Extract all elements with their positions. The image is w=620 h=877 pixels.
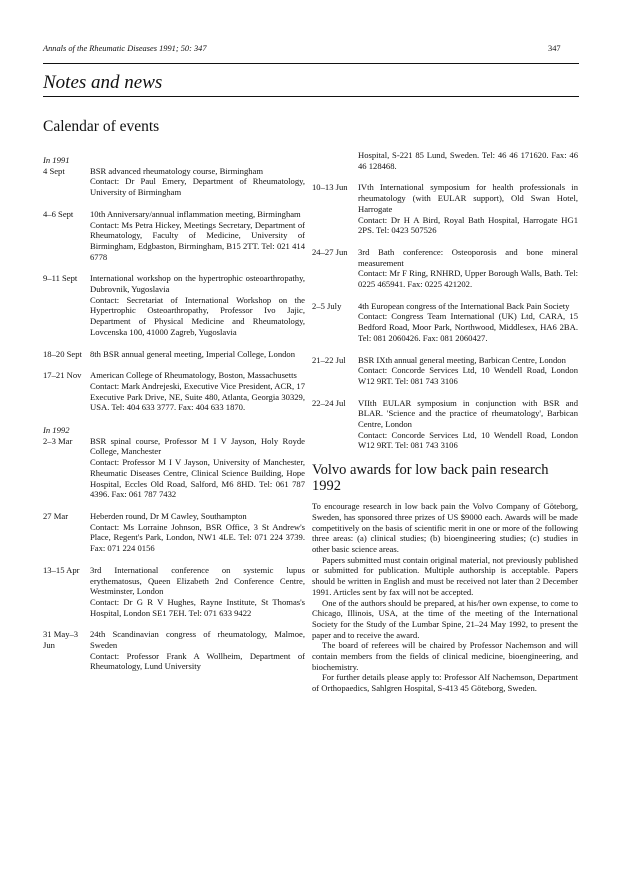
events-1991 bbox=[43, 166, 305, 413]
right-column bbox=[312, 150, 578, 694]
event-entry bbox=[43, 629, 305, 672]
event-details bbox=[90, 370, 305, 413]
year-heading: In 1992 bbox=[43, 425, 70, 436]
event-title: 8th BSR annual general meeting, Imperial College, London bbox=[90, 348, 296, 359]
event-date: 9–11 Sept bbox=[43, 273, 78, 284]
event-details bbox=[90, 166, 305, 198]
event-entry bbox=[312, 355, 578, 387]
event-contact: Contact: Dr Paul Emery, Department of Rheumatology, University of Birmingham bbox=[90, 176, 305, 198]
event-details bbox=[90, 349, 305, 360]
event-entry bbox=[43, 370, 305, 413]
event-details bbox=[358, 355, 578, 387]
event-title: BSR IXth annual general meeting, Barbican Centre, London bbox=[358, 354, 566, 365]
volvo-paragraph: Papers submitted must contain original material, not previously published or submitted for publication. Multiple authorship is acceptable. Papers should be written in English and must be received not later than 2 December 1991. Articles sent by fax will not be accepted. bbox=[312, 554, 578, 597]
journal-header: Annals of the Rheumatic Diseases 1991; 50: 347 bbox=[43, 44, 207, 53]
event-title: VIIth EULAR symposium in conjunction with BSR and BLAR. 'Science and the practice of rheumatology', Barbican Centre, London bbox=[358, 397, 578, 430]
event-details bbox=[90, 436, 305, 500]
year-heading: In 1991 bbox=[43, 155, 70, 165]
event-contact: Contact: Mark Andrejeski, Executive Vice President, ACR, 17 Executive Park Drive, NE, Suite 480, Atlanta, Georgia 30329, USA. Tel: 404 633 3777. Fax: 404 633 1870. bbox=[90, 380, 305, 413]
event-details bbox=[90, 209, 305, 263]
event-date: 24–27 Jun bbox=[312, 246, 348, 257]
event-title: International workshop on the hypertrophic osteoarthropathy, Dubrovnik, Yugoslavia bbox=[90, 273, 305, 295]
event-entry bbox=[43, 166, 305, 198]
event-continuation bbox=[312, 150, 578, 171]
event-contact: Contact: Dr G R V Hughes, Rayne Institute, St Thomas's Hospital, London SE1 7EH. Tel: 071 633 9422 bbox=[90, 596, 305, 618]
left-column bbox=[43, 155, 305, 683]
event-entry bbox=[43, 273, 305, 337]
events-1992-left bbox=[43, 436, 305, 672]
event-title: 3rd International conference on systemic lupus erythematosus, Queen Elizabeth 2nd Conference Centre, Westminster, London bbox=[90, 564, 305, 597]
event-title: 3rd Bath conference: Osteoporosis and bone mineral measurement bbox=[358, 246, 578, 268]
event-title: 4th European congress of the International Back Pain Society bbox=[358, 300, 570, 311]
event-details bbox=[90, 273, 305, 337]
event-date: 27 Mar bbox=[43, 510, 69, 521]
event-date: 21–22 Jul bbox=[312, 354, 346, 365]
event-contact: Contact: Dr H A Bird, Royal Bath Hospital, Harrogate HG1 2PS. Tel: 0423 507526 bbox=[358, 214, 578, 236]
event-date: 2–3 Mar bbox=[43, 435, 73, 446]
event-contact: Contact: Congress Team International (UK) Ltd, CARA, 15 Bedford Road, Moor Park, Northwood, Middlesex, HA6 2BA. Tel: 081 2060426. Fax: 081 2060427. bbox=[358, 311, 578, 343]
event-details bbox=[358, 182, 578, 236]
event-date: 13–15 Apr bbox=[43, 564, 80, 575]
event-entry bbox=[312, 182, 578, 236]
event-date: 31 May–3 Jun bbox=[43, 629, 79, 651]
event-date: 4 Sept bbox=[43, 165, 65, 176]
header-rule bbox=[43, 63, 579, 64]
section-title: Notes and news bbox=[43, 72, 163, 93]
event-entry bbox=[312, 301, 578, 344]
event-contact: Contact: Professor M I V Jayson, University of Manchester, Rheumatic Diseases Centre, Clinical Science Building, Hope Hospital, Eccles Old Road, Salford, M6 8HD. Tel: 061 787 4396. Fax: 061 787 7432 bbox=[90, 457, 305, 500]
event-details bbox=[90, 629, 305, 672]
event-date: 10–13 Jun bbox=[312, 182, 348, 193]
volvo-paragraph: The board of referees will be chaired by Professor Nachemson and will contain members from the fields of clinical medicine, bioengineering, and biochemistry. bbox=[312, 640, 578, 672]
volvo-paragraph: One of the authors should be prepared, at his/her own expense, to come to Chicago, Illinois, USA, at the time of the meeting of the International Society for the Study of the Lumbar Spine, 21–24 May 1992, to present the paper and to receive the award. bbox=[312, 597, 578, 640]
event-entry bbox=[43, 511, 305, 554]
event-date: 17–21 Nov bbox=[43, 370, 82, 381]
volvo-paragraph: For further details please apply to: Professor Alf Nachemson, Department of Orthopaedics, Sahlgren Hospital, S-413 45 Göteborg, Sweden. bbox=[312, 672, 578, 694]
volvo-article bbox=[312, 462, 578, 694]
event-entry bbox=[312, 398, 578, 452]
event-contact: Contact: Ms Lorraine Johnson, BSR Office, 3 St Andrew's Place, Regent's Park, London, NW1 4LE. Tel: 071 224 3739. Fax: 071 224 0156 bbox=[90, 521, 305, 554]
event-entry bbox=[43, 565, 305, 619]
event-contact: Contact: Concorde Services Ltd, 10 Wendell Road, London W12 9RT. Tel: 081 743 3106 bbox=[358, 365, 578, 386]
continuation-text: Hospital, S-221 85 Lund, Sweden. Tel: 46 46 171620. Fax: 46 46 128468. bbox=[358, 150, 578, 171]
events-1992-right bbox=[312, 182, 578, 451]
volvo-paragraph: To encourage research in low back pain the Volvo Company of Göteborg, Sweden, has sponsored three prizes of US $9000 each. Awards will be made competitively on the basis of scientific merit in one or more of the following three areas: (a) clinical studies; (b) bioengineering studies; (c) studies in other basic science areas. bbox=[312, 501, 578, 554]
event-details bbox=[358, 301, 578, 344]
section-rule bbox=[43, 96, 579, 97]
event-details bbox=[358, 398, 578, 452]
event-title: IVth International symposium for health professionals in rheumatology (with EULAR support), Old Swan Hotel, Harrogate bbox=[358, 182, 578, 214]
event-details bbox=[90, 511, 305, 554]
event-contact: Contact: Professor Frank A Wollheim, Department of Rheumatology, Lund University bbox=[90, 650, 305, 672]
event-details bbox=[358, 247, 578, 290]
event-date: 18–20 Sept bbox=[43, 348, 82, 359]
calendar-title: Calendar of events bbox=[43, 118, 160, 135]
event-date: 2–5 July bbox=[312, 300, 342, 311]
event-entry bbox=[312, 247, 578, 290]
event-title: 10th Anniversary/annual inflammation meeting, Birmingham bbox=[90, 208, 301, 219]
event-contact: Contact: Mr F Ring, RNHRD, Upper Borough Walls, Bath. Tel: 0225 465941. Fax: 0225 421202. bbox=[358, 268, 578, 290]
event-title: Heberden round, Dr M Cawley, Southampton bbox=[90, 510, 247, 521]
volvo-title: Volvo awards for low back pain research 1992 bbox=[312, 462, 549, 495]
page-number: 347 bbox=[548, 44, 561, 53]
event-title: BSR advanced rheumatology course, Birmingham bbox=[90, 165, 264, 176]
event-date: 22–24 Jul bbox=[312, 397, 346, 408]
event-entry bbox=[43, 349, 305, 360]
event-entry bbox=[43, 209, 305, 263]
event-title: BSR spinal course, Professor M I V Jayson, Holy Royde College, Manchester bbox=[90, 435, 305, 457]
event-details bbox=[90, 565, 305, 619]
event-contact: Contact: Concorde Services Ltd, 10 Wendell Road, London W12 9RT. Tel: 081 743 3106 bbox=[358, 429, 578, 451]
event-contact: Contact: Secretariat of International Workshop on the Hypertrophic Osteoarthropathy, Professor Ivo Jajic, Department of Physical Medicine and Rheumatology, Lovcenska 100, 41000 Zagreb, Yugoslavia bbox=[90, 294, 305, 337]
event-title: American College of Rheumatology, Boston, Massachusetts bbox=[90, 370, 297, 381]
event-entry bbox=[43, 436, 305, 500]
event-date: 4–6 Sept bbox=[43, 208, 74, 219]
event-title: 24th Scandinavian congress of rheumatology, Malmoe, Sweden bbox=[90, 629, 305, 651]
event-contact: Contact: Ms Petra Hickey, Meetings Secretary, Department of Rheumatology, Faculty of Medicine, University of Birmingham, Edgbaston, Birmingham, B15 2TT. Tel: 021 414 6778 bbox=[90, 219, 305, 262]
